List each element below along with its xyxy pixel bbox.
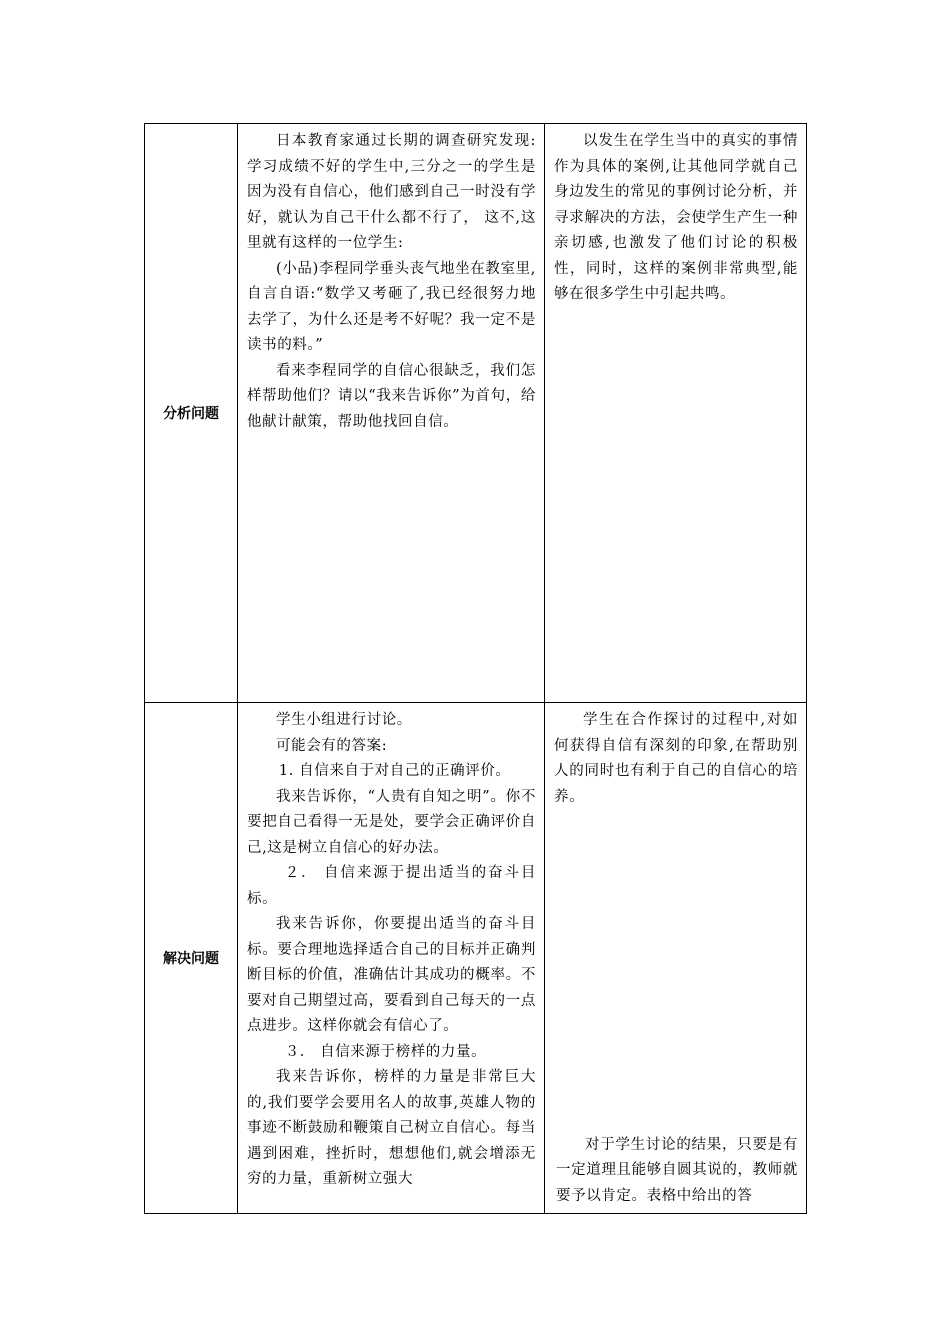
note-cell-analysis xyxy=(545,124,807,703)
paragraph: 我来告诉你，你要提出适当的奋斗目标。要合理地选择适合自己的目标并正确判断目标的价值，准确估计其成功的概率。不要对自己期望过高，要看到自己每天的一点点进步。这样你就会有信心了。 xyxy=(247,916,536,1034)
note-cell-solution xyxy=(545,703,807,1214)
row-label-solution: 解决问题 xyxy=(145,703,238,1214)
lesson-plan-table xyxy=(144,123,807,1214)
design-note: 以发生在学生当中的真实的事情作为具体的案例,让其他同学就自己身边发生的常见的事例讨论分析，并寻求解决的方法，会使学生产生一种亲切感,也激发了他们讨论的积极性，同时，这样的案例非常典型,能够在很多学生中引起共鸣。 xyxy=(554,133,798,302)
paragraph: 看来李程同学的自信心很缺乏，我们怎样帮助他们？请以“我来告诉你”为首句，给他献计献策，帮助他找回自信。 xyxy=(247,362,536,430)
design-note: 学生在合作探讨的过程中,对如何获得自信有深刻的印象,在帮助别人的同时也有利于自己的自信心的培养。 xyxy=(554,712,798,805)
paragraph: 我来告诉你，榜样的力量是非常巨大的,我们要学会要用名人的故事,英雄人物的事迹不断鼓励和鞭策自己树立自信心。每当遇到困难，挫折时，想想他们,就会增添无穷的力量，重新树立强大 xyxy=(247,1069,536,1187)
paragraph: (小品)李程同学垂头丧气地坐在教室里,自言自语:“数学又考砸了,我已经很努力地去学了，为什么还是考不好呢？我一定不是读书的料。” xyxy=(247,260,536,353)
numbered-point: ２． 自信来源于提出适当的奋斗目标。 xyxy=(247,865,536,907)
numbered-point: ３． 自信来源于榜样的力量。 xyxy=(284,1043,487,1060)
paragraph: 学生小组进行讨论。 xyxy=(276,712,412,728)
numbered-point: 1. 自信来自于对自己的正确评价。 xyxy=(278,763,511,779)
paragraph: 可能会有的答案: xyxy=(276,737,388,754)
content-cell-analysis xyxy=(238,124,545,703)
paragraph: 日本教育家通过长期的调查研究发现:学习成绩不好的学生中,三分之一的学生是因为没有自信心，他们感到自己一时没有学好，就认为自己干什么都不行了， 这不,这里就有这样的一位学生: xyxy=(247,133,536,251)
content-cell-solution xyxy=(238,703,545,1214)
table-row-solution xyxy=(145,703,807,1214)
row-label-analysis: 分析问题 xyxy=(145,124,238,703)
paragraph: 我来告诉你，“人贵有自知之明”。你不要把自己看得一无是处，要学会正确评价自己,这是树立自信心的好办法。 xyxy=(247,788,536,856)
design-note-bottom: 对于学生讨论的结果，只要是有一定道理且能够自圆其说的，教师就要予以肯定。表格中给出的答 xyxy=(556,1136,798,1204)
table-row-analysis xyxy=(145,124,807,703)
